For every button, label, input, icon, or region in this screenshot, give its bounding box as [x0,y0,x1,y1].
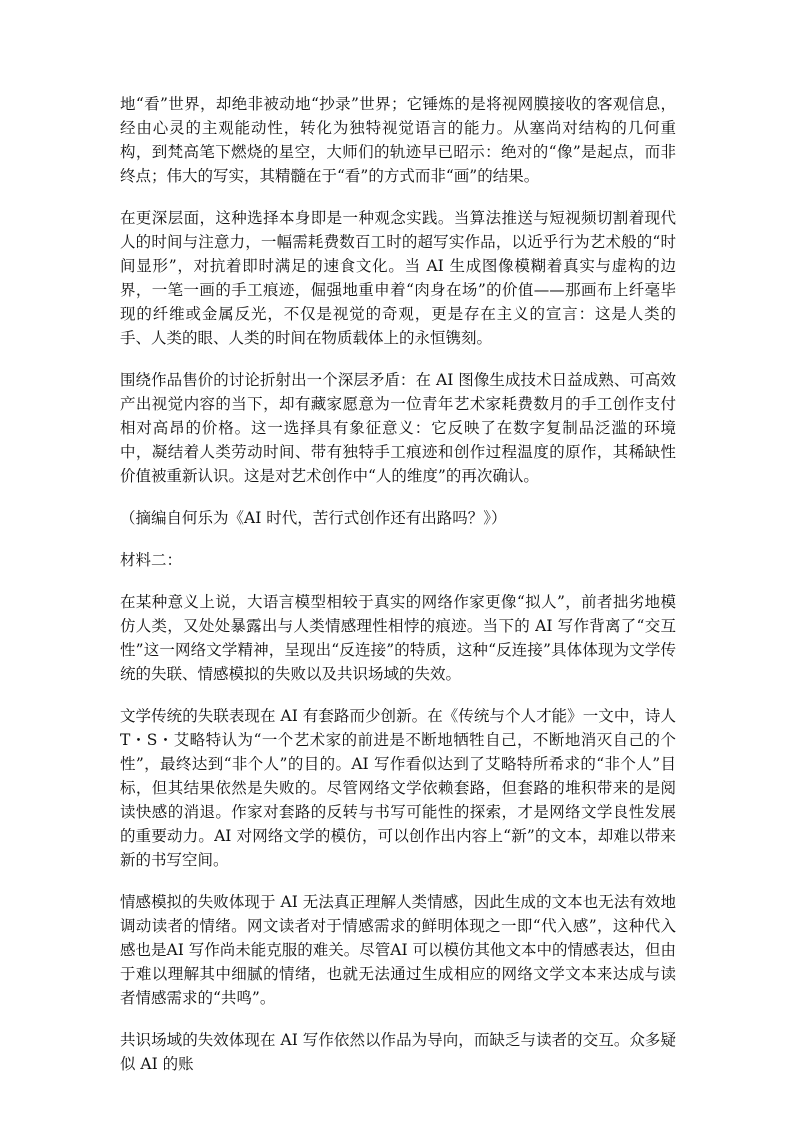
document-body [120,92,676,1094]
paragraph-7: 共识场域的失效体现在 AI 写作依然以作品为导向，而缺乏与读者的交互。众多疑似 AI 的账 [120,1031,676,1073]
paragraph-5: 文学传统的失联表现在 AI 有套路而少创新。在《传统与个人才能》一文中，诗人 T・S・艾略特认为“一个艺术家的前进是不断地牺牲自己，不断地消灭自己的个性”，最终达到“非个人”的目的。AI 写作看似达到了艾略特所希求的“非个人”目标，但其结果依然是失败的。尽管网络文学依赖套路，但套路的堆积带来的是阅读快感的消退。作家对套路的反转与书写可能性的探索，才是网络文学良性发展的重要动力。AI 对网络文学的模仿，可以创作出内容上“新”的文本，却难以带来新的书写空间。 [120,707,676,869]
paragraph-4: 在某种意义上说，大语言模型相较于真实的网络作家更像“拟人”，前者拙劣地模仿人类，又处处暴露出与人类情感理性相悖的痕迹。当下的 AI 写作背离了“交互性”这一网络文学精神，呈现出“反连接”的特质，这种“反连接”具体体现为文学传统的失联、情感模拟的失败以及共识场域的失效。 [120,593,676,683]
section-heading: 材料二： [120,551,183,569]
paragraph-6: 情感模拟的失败体现于 AI 无法真正理解人类情感，因此生成的文本也无法有效地调动读者的情绪。网文读者对于情感需求的鲜明体现之一即“代入感”，这种代入感也是AI 写作尚未能克服的难关。尽管AI 可以模仿其他文本中的情感表达，但由于难以理解其中细腻的情绪，也就无法通过生成相应的网络文学文本来达成与读者情感需求的“共鸣”。 [120,893,676,1007]
paragraph-1: 地“看”世界，却绝非被动地“抄录”世界；它锤炼的是将视网膜接收的客观信息，经由心灵的主观能动性，转化为独特视觉语言的能力。从塞尚对结构的几何重构，到梵高笔下燃烧的星空，大师们的轨迹早已昭示：绝对的“像”是起点，而非终点；伟大的写实，其精髓在于“看”的方式而非“画”的结果。 [120,95,676,185]
source-citation: （摘编自何乐为《AI 时代，苦行式创作还有出路吗？》） [120,509,507,527]
paragraph-3: 围绕作品售价的讨论折射出一个深层矛盾：在 AI 图像生成技术日益成熟、可高效产出视觉内容的当下，却有藏家愿意为一位青年艺术家耗费数月的手工创作支付相对高昂的价格。这一选择具有象征意义：它反映了在数字复制品泛滥的环境中，凝结着人类劳动时间、带有独特手工痕迹和创作过程温度的原作，其稀缺性价值被重新认识。这是对艺术创作中“人的维度”的再次确认。 [120,371,676,485]
paragraph-2: 在更深层面，这种选择本身即是一种观念实践。当算法推送与短视频切割着现代人的时间与注意力，一幅需耗费数百工时的超写实作品，以近乎行为艺术般的“时间显形”，对抗着即时满足的速食文化。当 AI 生成图像模糊着真实与虚构的边界，一笔一画的手工痕迹，倔强地重申着“肉身在场”的价值——那画布上纤毫毕现的纤维或金属反光，不仅是视觉的奇观，更是存在主义的宣言：这是人类的手、人类的眼、人类的时间在物质载体上的永恒镌刻。 [120,209,676,347]
